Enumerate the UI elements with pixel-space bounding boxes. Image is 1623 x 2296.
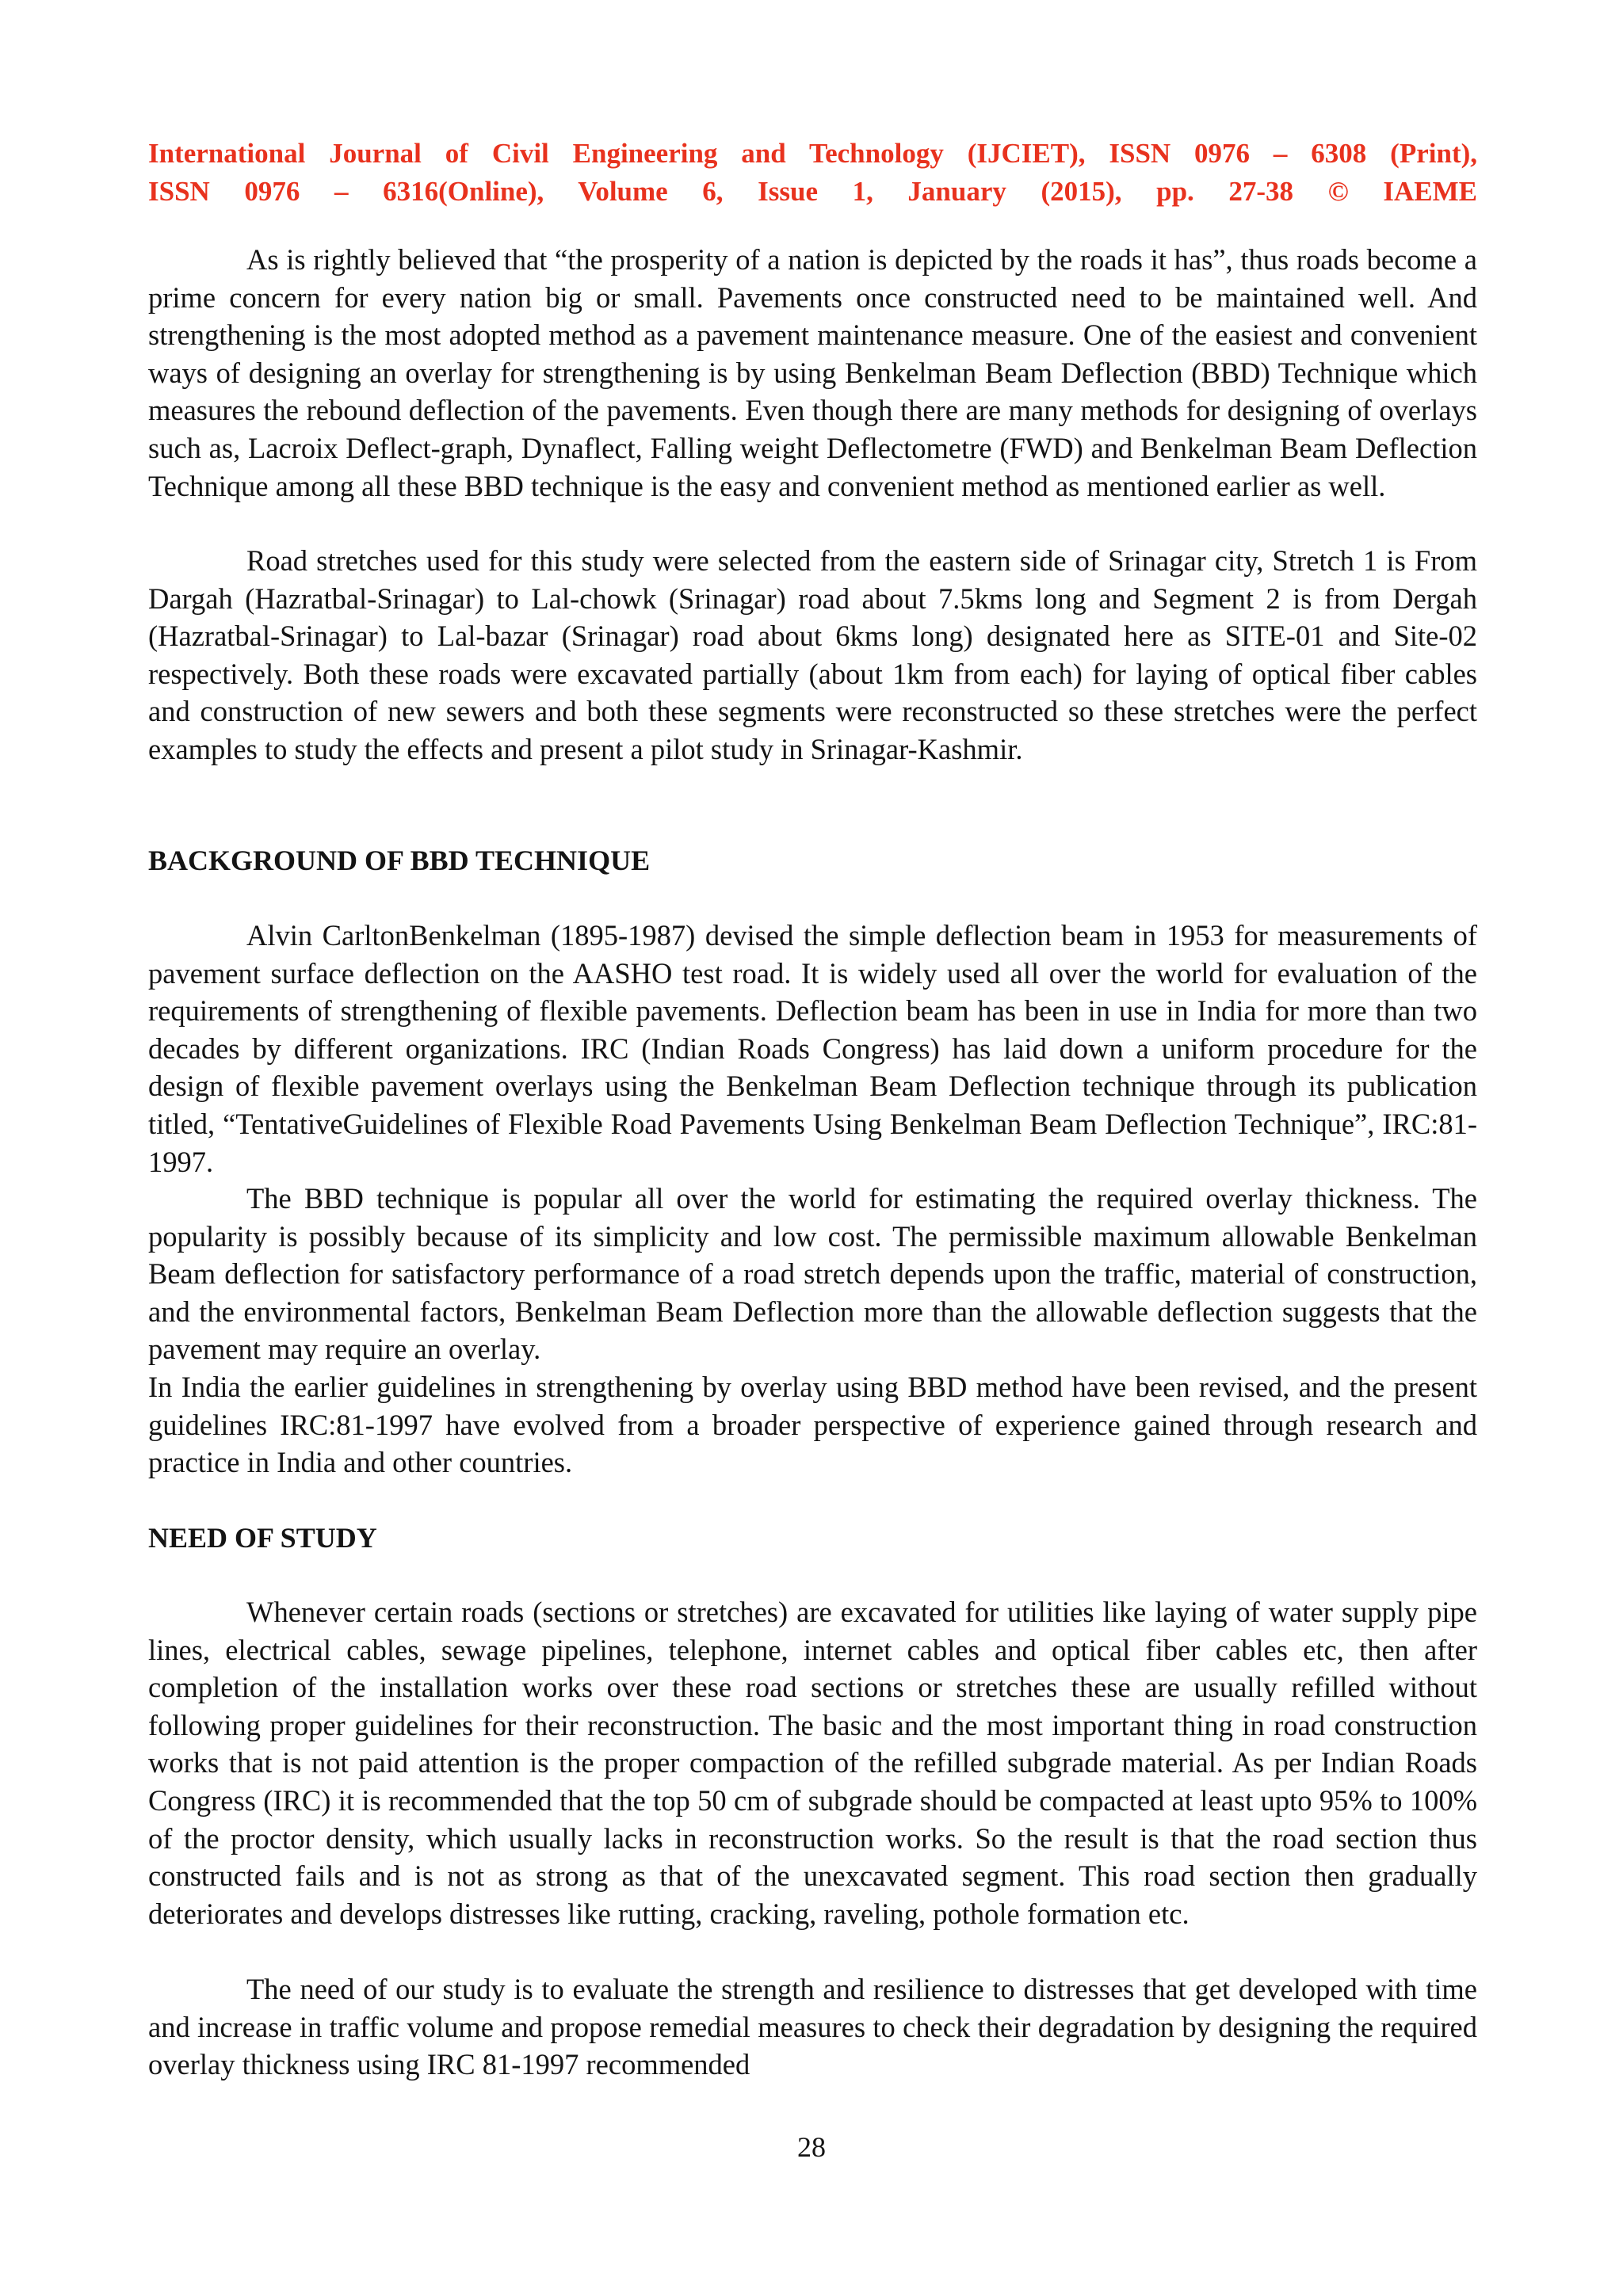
background-paragraph-1: Alvin CarltonBenkelman (1895-1987) devised the simple deflection beam in 1953 for measurements of pavement surface deflection on the AASHO test road. It is widely used all over the world for evaluation of the requirements of strengthening of flexible pavements. Deflection beam has been in use in India for more than two decades by different organizations. IRC (Indian Roads Congress) has laid down a uniform procedure for the design of flexible pavement overlays using the Benkelman Beam Deflection technique through its publication titled, “TentativeGuidelines of Flexible Road Pavements Using Benkelman Beam Deflection Technique”, IRC:81-1997. [148, 919, 1477, 1178]
page-number: 28 [797, 2131, 826, 2163]
journal-header [148, 135, 1477, 211]
need-paragraph-1: Whenever certain roads (sections or stretches) are excavated for utilities like laying of water supply pipe lines, electrical cables, sewage pipelines, telephone, internet cables and optical fiber cables etc, then after completion of the installation works over these road sections or stretches these are usually refilled without following proper guidelines for their reconstruction. The basic and the most important thing in road construction works that is not paid attention is the proper compaction of the refilled subgrade material. As per Indian Roads Congress (IRC) it is recommended that the top 50 cm of subgrade should be compacted at least upto 95% to 100% of the proctor density, which usually lacks in reconstruction works. So the result is that the road section thus constructed fails and is not as strong as that of the unexcavated segment. This road section then gradually deteriorates and develops distresses like rutting, cracking, raveling, pothole formation etc. [148, 1596, 1477, 1930]
background-paragraph-2: The BBD technique is popular all over the world for estimating the required overlay thickness. The popularity is possibly because of its simplicity and low cost. The permissible maximum allowable Benkelman Beam deflection for satisfactory performance of a road stretch depends upon the traffic, material of construction, and the environmental factors, Benkelman Beam Deflection more than the allowable deflection suggests that the pavement may require an overlay. [148, 1182, 1477, 1366]
section-heading-background: BACKGROUND OF BBD TECHNIQUE [148, 845, 651, 876]
background-paragraph-3: In India the earlier guidelines in strengthening by overlay using BBD method have been revised, and the present guidelines IRC:81-1997 have evolved from a broader perspective of experience gained through research and practice in India and other countries. [148, 1371, 1477, 1479]
journal-header-line-1: International Journal of Civil Engineering and Technology (IJCIET), ISSN 0976 – 6308 (Print), [148, 138, 1477, 169]
need-paragraph-2: The need of our study is to evaluate the strength and resilience to distresses that get developed with time and increase in traffic volume and propose remedial measures to check their degradation by designing the required overlay thickness using IRC 81-1997 recommended [148, 1973, 1477, 2081]
intro-paragraph-2: Road stretches used for this study were selected from the eastern side of Srinagar city, Stretch 1 is From Dargah (Hazratbal-Srinagar) to Lal-chowk (Srinagar) road about 7.5kms long and Segment 2 is from Dergah (Hazratbal-Srinagar) to Lal-bazar (Srinagar) road about 6kms long) designated here as SITE-01 and Site-02 respectively. Both these roads were excavated partially (about 1km from each) for laying of optical fiber cables and construction of new sewers and both these segments were reconstructed so these stretches were the perfect examples to study the effects and present a pilot study in Srinagar-Kashmir. [148, 544, 1477, 765]
intro-paragraph-1: As is rightly believed that “the prosperity of a nation is depicted by the roads it has”, thus roads become a prime concern for every nation big or small. Pavements once constructed need to be maintained well. And strengthening is the most adopted method as a pavement maintenance measure. One of the easiest and convenient ways of designing an overlay for strengthening is by using Benkelman Beam Deflection (BBD) Technique which measures the rebound deflection of the pavements. Even though there are many methods for designing of overlays such as, Lacroix Deflect-graph, Dynaflect, Falling weight Deflectometre (FWD) and Benkelman Beam Deflection Technique among all these BBD technique is the easy and convenient method as mentioned earlier as well. [148, 243, 1477, 502]
journal-header-line-2: ISSN 0976 – 6316(Online), Volume 6, Issue 1, January (2015), pp. 27-38 © IAEME [148, 176, 1477, 207]
section-heading-need-of-study: NEED OF STUDY [148, 1522, 377, 1554]
